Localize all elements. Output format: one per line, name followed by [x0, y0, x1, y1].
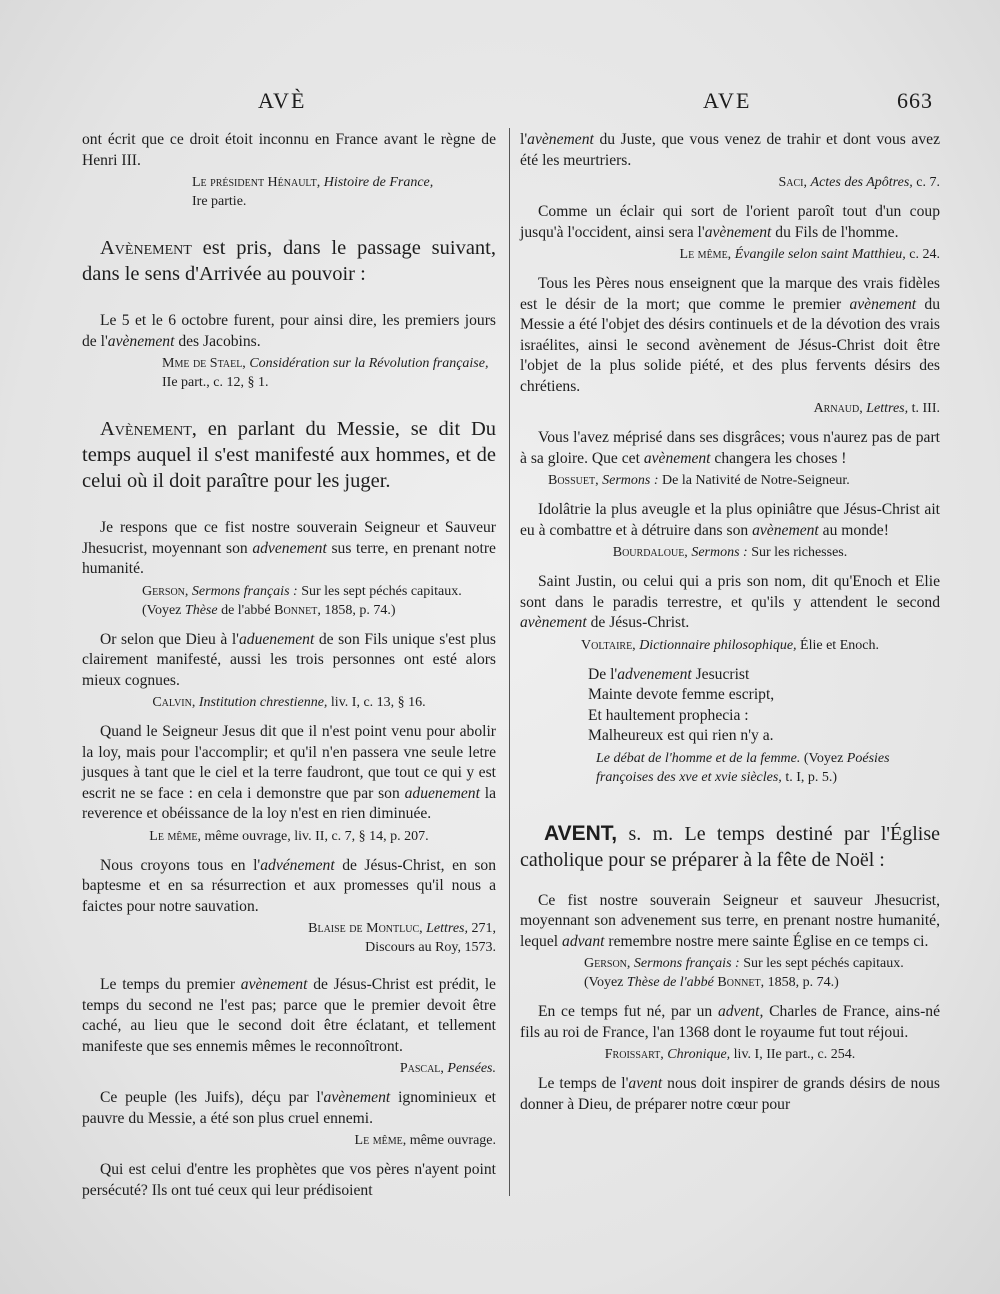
- verse-quotation: [520, 665, 940, 747]
- running-head-right: AVE: [703, 88, 752, 113]
- source-citation: Blaise de Montluc, Lettres, 271, Discours au Roy, 1573.: [308, 921, 496, 955]
- quotation: Comme un éclair qui sort de l'orient paroît tout d'un coup jusqu'à l'occident, ainsi sera l'avènement du Fils de l'homme.: [520, 203, 940, 241]
- column-divider: [509, 128, 510, 1196]
- source-citation: Le même, même ouvrage.: [354, 1133, 496, 1148]
- source-citation: Arnaud, Lettres, t. III.: [813, 401, 940, 416]
- verse-line: Mainte devote femme escript,: [588, 686, 775, 703]
- source-citation: Le même, Évangile selon saint Matthieu, c. 24.: [679, 247, 940, 262]
- quotation: Vous l'avez méprisé dans ses disgrâces; vous n'aurez pas de part à sa gloire. Que cet avènement changera les choses !: [520, 429, 940, 467]
- quotation: Le temps de l'avent nous doit inspirer de grands désirs de nous donner à Dieu, de préparer notre cœur pour: [520, 1075, 940, 1113]
- quotation: Tous les Pères nous enseignent que la marque des vrais fidèles est le désir de la mort; que comme le premier avènement du Messie a été l'objet des désirs continuels et de la dévotion des vrais israélites, ainsi le second avènement de Jésus-Christ doit être l'objet de la plus solide piété, et des plus fervents désirs des chrétiens.: [520, 275, 940, 395]
- quotation: Ce fist nostre souverain Seigneur et sauveur Jhesucrist, moyennant son advenement sus terre, en prenant nostre humanité, lequel advant remembre nostre mere sainte Église en ce temps ci.: [520, 891, 940, 950]
- paragraph: ont écrit que ce droit étoit inconnu en France avant le règne de Henri III.: [82, 131, 496, 169]
- page-number: 663: [897, 88, 933, 113]
- quotation: Saint Justin, ou celui qui a pris son nom, dit qu'Enoch et Elie sont dans le paradis terrestre, et qu'ils y attendent le second avènement de Jésus-Christ.: [520, 573, 940, 631]
- verse-line: Et haultement prophecia :: [588, 706, 749, 724]
- source-citation: Bourdaloue, Sermons : Sur les richesses.: [612, 545, 848, 560]
- source-citation: Voltaire, Dictionnaire philosophique, Élie et Enoch.: [581, 637, 879, 653]
- quotation: Nous croyons tous en l'advénement de Jésus-Christ, en son baptesme et en sa résurrection et aux promesses qu'il nous a faictes pour notre sauvation.: [82, 856, 496, 915]
- quotation: l'avènement du Juste, que vous venez de trahir et dont vous avez été les meurtriers.: [520, 131, 940, 169]
- source-citation: Bossuet, Sermons : De la Nativité de Notre-Seigneur.: [548, 473, 850, 488]
- quotation: Or selon que Dieu à l'aduenement de son Fils unique s'est plus clairement manifesté, aussi les trois personnes ont esté alors mieux cognues.: [82, 630, 496, 689]
- verse-line: Malheureux est qui rien n'y a.: [588, 727, 774, 744]
- quotation: En ce temps fut né, par un advent, Charles de France, ains-né fils au roi de France, l'an 1368 dont le royaume fut tout réjoui.: [520, 1003, 941, 1041]
- source-citation: Le président Hénault, Histoire de France, Ire partie.: [192, 175, 434, 209]
- quotation: Je respons que ce fist nostre souverain Seigneur et Sauveur Jhesucrist, moyennant son advenement sus terre, en prenant notre humanité.: [82, 519, 496, 577]
- quotation: Qui est celui d'entre les prophètes que vos pères n'ayent point persécuté? Ils ont tué ceux qui leur prédisoient: [82, 1161, 496, 1199]
- source-citation: Gerson, Sermons français : Sur les sept péchés capitaux. (Voyez Thèse de l'abbé Bonnet, 1858, p. 74.): [142, 583, 462, 618]
- quotation: Ce peuple (les Juifs), déçu par l'avènement ignominieux et pauvre du Messie, a été son plus cruel ennemi.: [82, 1089, 496, 1127]
- quotation: Quand le Seigneur Jesus dit que il n'est point venu pour abolir la loy, mais pour l'accomplir; et qu'il n'en passera vne seule letre jusques à tant que le ciel et la terre faudront, que tout ce qui y est escrit ne se face : en cela i demonstre que par son aduenement la reverence et obéissance de la loy n'est en rien diminuée.: [82, 723, 497, 822]
- right-column: [520, 130, 940, 1115]
- definition-heading: Avènement, en parlant du Messie, se dit Du temps auquel il s'est manifesté aux hommes, et de celui où il doit paraître pour les juger.: [82, 418, 496, 492]
- source-citation: Le débat de l'homme et de la femme. (Voyez Poésies françoises des xve et xvie siècles, t. I, p. 5.): [596, 750, 890, 785]
- source-citation: Saci, Actes des Apôtres, c. 7.: [778, 175, 940, 190]
- quotation: Idolâtrie la plus aveugle et la plus opiniâtre que Jésus-Christ ait eu à combattre et à détruire dans son avènement au monde!: [520, 501, 940, 539]
- running-head-left: AVÈ: [258, 88, 307, 113]
- source-citation: Le même, même ouvrage, liv. II, c. 7, § 14, p. 207.: [149, 828, 429, 844]
- source-citation: Mme de Stael, Considération sur la Révolution française, IIe part., c. 12, § 1.: [162, 356, 489, 390]
- left-column: [82, 130, 496, 1201]
- source-citation: Pascal, Pensées.: [399, 1061, 496, 1076]
- quotation: Le 5 et le 6 octobre furent, pour ainsi dire, les premiers jours de l'avènement des Jacobins.: [82, 312, 496, 350]
- source-citation: Froissart, Chronique, liv. I, IIe part., c. 254.: [604, 1047, 856, 1062]
- verse-line: De l'advenement Jesucrist: [588, 665, 750, 683]
- source-citation: Gerson, Sermons français : Sur les sept péchés capitaux. (Voyez Thèse de l'abbé Bonnet, 1858, p. 74.): [584, 956, 904, 990]
- definition-heading: Avènement est pris, dans le passage suivant, dans le sens d'Arrivée au pouvoir :: [82, 237, 497, 285]
- source-citation: Calvin, Institution chrestienne, liv. I, c. 13, § 16.: [152, 695, 426, 710]
- quotation: Le temps du premier avènement de Jésus-Christ est prédit, le temps du second ne l'est pas; parce que le premier devoit être caché, au lieu que le second doit être éclatant, et tellement manifeste que ses ennemis mêmes le reconnoîtront.: [82, 976, 496, 1055]
- entry-heading: AVENT, s. m. Le temps destiné par l'Église catholique pour se préparer à la fête de Noël :: [520, 821, 941, 871]
